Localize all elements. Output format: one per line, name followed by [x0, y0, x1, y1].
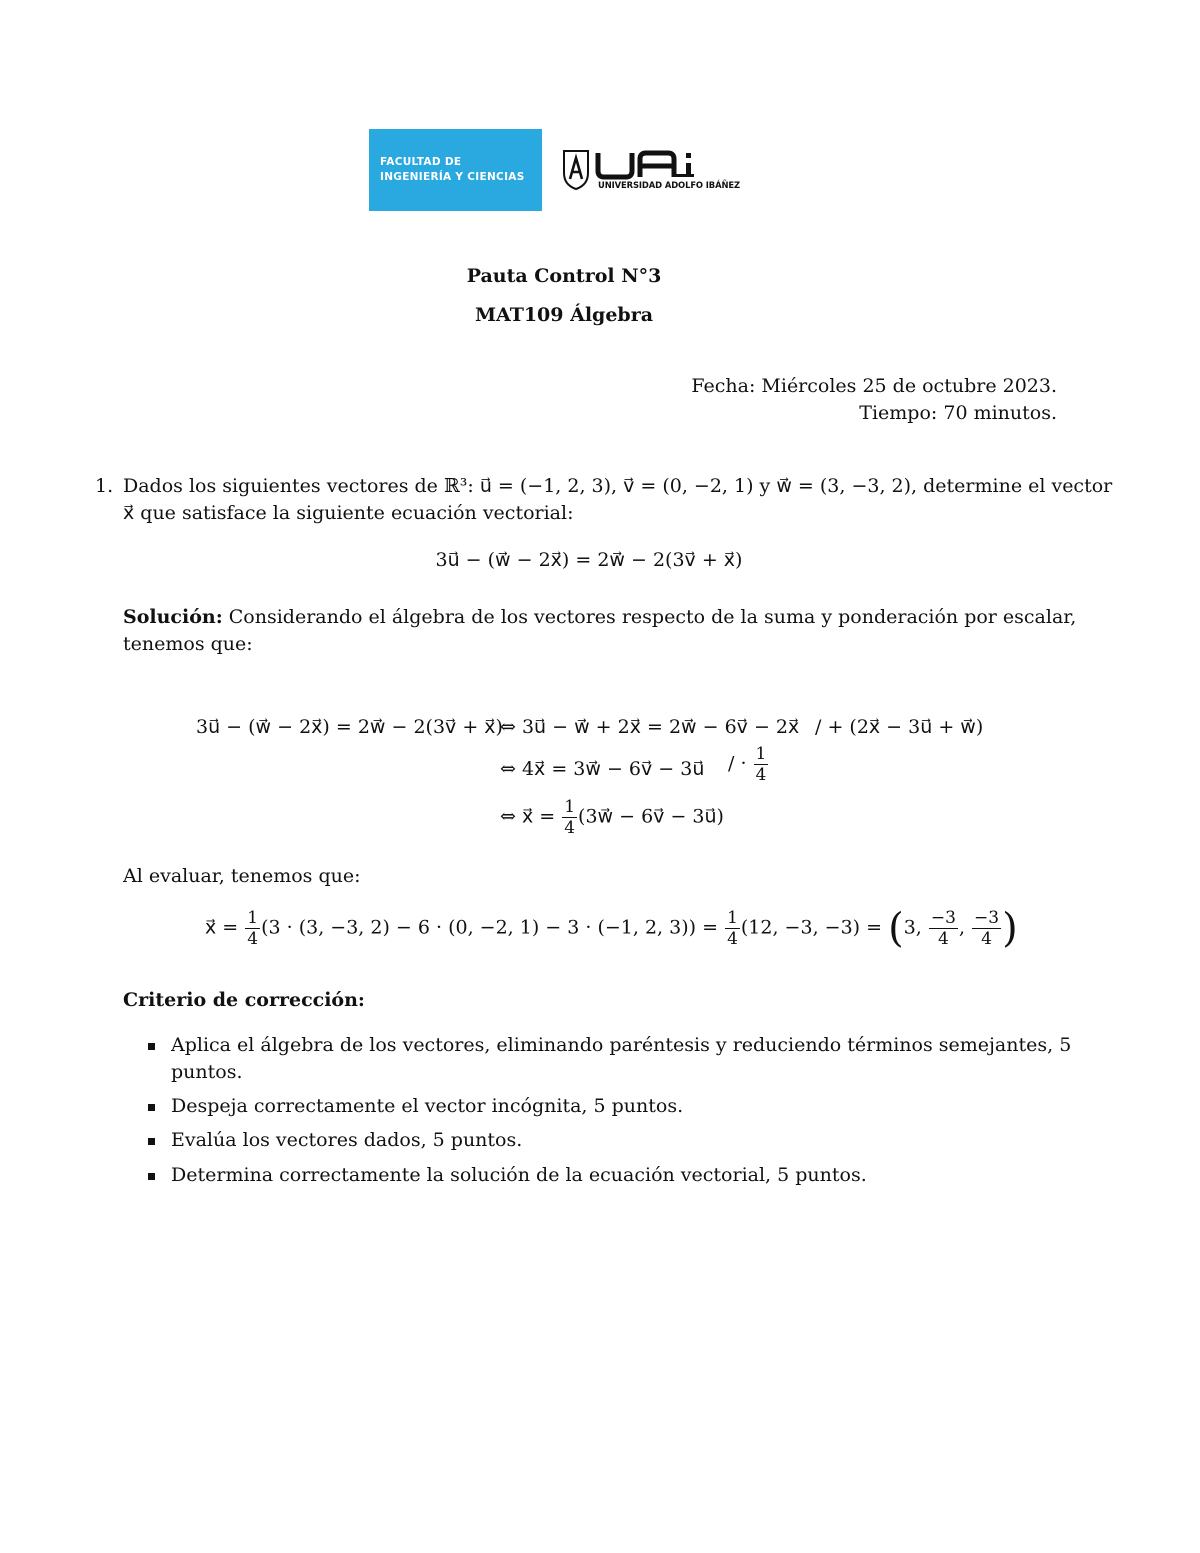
criteria-title: Criterio de corrección:: [123, 989, 365, 1011]
evaluate-text: Al evaluar, tenemos que:: [123, 865, 361, 887]
university-name: UNIVERSIDAD ADOLFO IBÁÑEZ: [598, 180, 740, 190]
criteria-item-3: Evalúa los vectores dados, 5 puntos.: [171, 1129, 523, 1151]
solution-step1-operation: / + (2x⃗ − 3u⃗ + w⃗): [815, 716, 984, 738]
university-logo: [562, 149, 740, 193]
evaluation-equation: [205, 905, 1018, 952]
result-comma: ,: [958, 916, 965, 939]
evaluation-pre: x⃗ =: [205, 916, 239, 939]
criteria-item-2: Despeja correctamente el vector incógnita, 5 puntos.: [171, 1095, 684, 1117]
problem-number: 1.: [95, 475, 114, 497]
solution-step2-op: / ·: [728, 752, 747, 775]
solution-intro-text: Considerando el álgebra de los vectores respecto de la suma y ponderación por escalar,: [222, 606, 1077, 628]
solution-step2: ⇔ 4x⃗ = 3w⃗ − 6v⃗ − 3u⃗: [500, 758, 705, 780]
fraction-minus-three-quarters: $\frac{-3}{4}$: [930, 908, 956, 949]
fraction-one-quarter: $\frac{1}{4}$: [755, 744, 767, 785]
fraction-one-quarter: $\frac{1}{4}$: [247, 908, 259, 949]
solution-step3-post: (3w⃗ − 6v⃗ − 3u⃗): [578, 805, 724, 828]
solution-step3-pre: ⇔ x⃗ =: [500, 805, 556, 828]
bullet-icon: [148, 1104, 155, 1111]
solution-intro-line2: tenemos que:: [123, 633, 253, 655]
fraction-one-quarter: $\frac{1}{4}$: [564, 797, 576, 838]
solution-step1-rhs: ⇔ 3u⃗ − w⃗ + 2x⃗ = 2w⃗ − 6v⃗ − 2x⃗: [500, 716, 800, 738]
fraction-minus-three-quarters: $\frac{-3}{4}$: [974, 908, 1000, 949]
faculty-logo-line2: INGENIERÍA Y CIENCIAS: [380, 171, 525, 183]
course-title: MAT109 Álgebra: [474, 304, 654, 326]
solution-step1-lhs: 3u⃗ − (w⃗ − 2x⃗) = 2w⃗ − 2(3v⃗ + x⃗): [196, 716, 503, 738]
result-first: 3,: [903, 916, 922, 939]
result-close-paren: ): [1002, 905, 1018, 952]
faculty-logo: [369, 129, 542, 211]
fraction-one-quarter: $\frac{1}{4}$: [727, 908, 738, 949]
solution-intro-line1: [123, 606, 1076, 628]
bullet-icon: [148, 1043, 155, 1050]
document-title: Pauta Control N°3: [466, 265, 662, 287]
result-open-paren: (: [888, 905, 904, 952]
problem-statement-line1: Dados los siguientes vectores de ℝ³: u⃗ = (−1, 2, 3), v⃗ = (0, −2, 1) y w⃗ = (3, −3, 2), determine el vector: [123, 475, 1113, 497]
solution-step2-operation: [728, 744, 769, 785]
faculty-logo-line1: FACULTAD DE: [380, 156, 462, 168]
bullet-icon: [148, 1138, 155, 1145]
solution-label: Solución:: [123, 606, 223, 628]
criteria-item-1-continuation: puntos.: [171, 1061, 243, 1083]
problem-equation: 3u⃗ − (w⃗ − 2x⃗) = 2w⃗ − 2(3v⃗ + x⃗): [435, 549, 743, 571]
bullet-icon: [148, 1173, 155, 1180]
exam-time: Tiempo: 70 minutos.: [859, 402, 1057, 424]
evaluation-middle: (3 · (3, −3, 2) − 6 · (0, −2, 1) − 3 · (−1, 2, 3)) =: [261, 916, 719, 939]
criteria-item-1: Aplica el álgebra de los vectores, eliminando paréntesis y reduciendo términos semejantes, 5: [171, 1034, 1072, 1056]
solution-step3: [500, 797, 724, 838]
exam-date: Fecha: Miércoles 25 de octubre 2023.: [691, 375, 1057, 397]
criteria-item-4: Determina correctamente la solución de la ecuación vectorial, 5 puntos.: [171, 1164, 867, 1186]
evaluation-post: (12, −3, −3) =: [740, 916, 883, 939]
problem-statement-line2: x⃗ que satisface la siguiente ecuación vectorial:: [123, 502, 574, 524]
